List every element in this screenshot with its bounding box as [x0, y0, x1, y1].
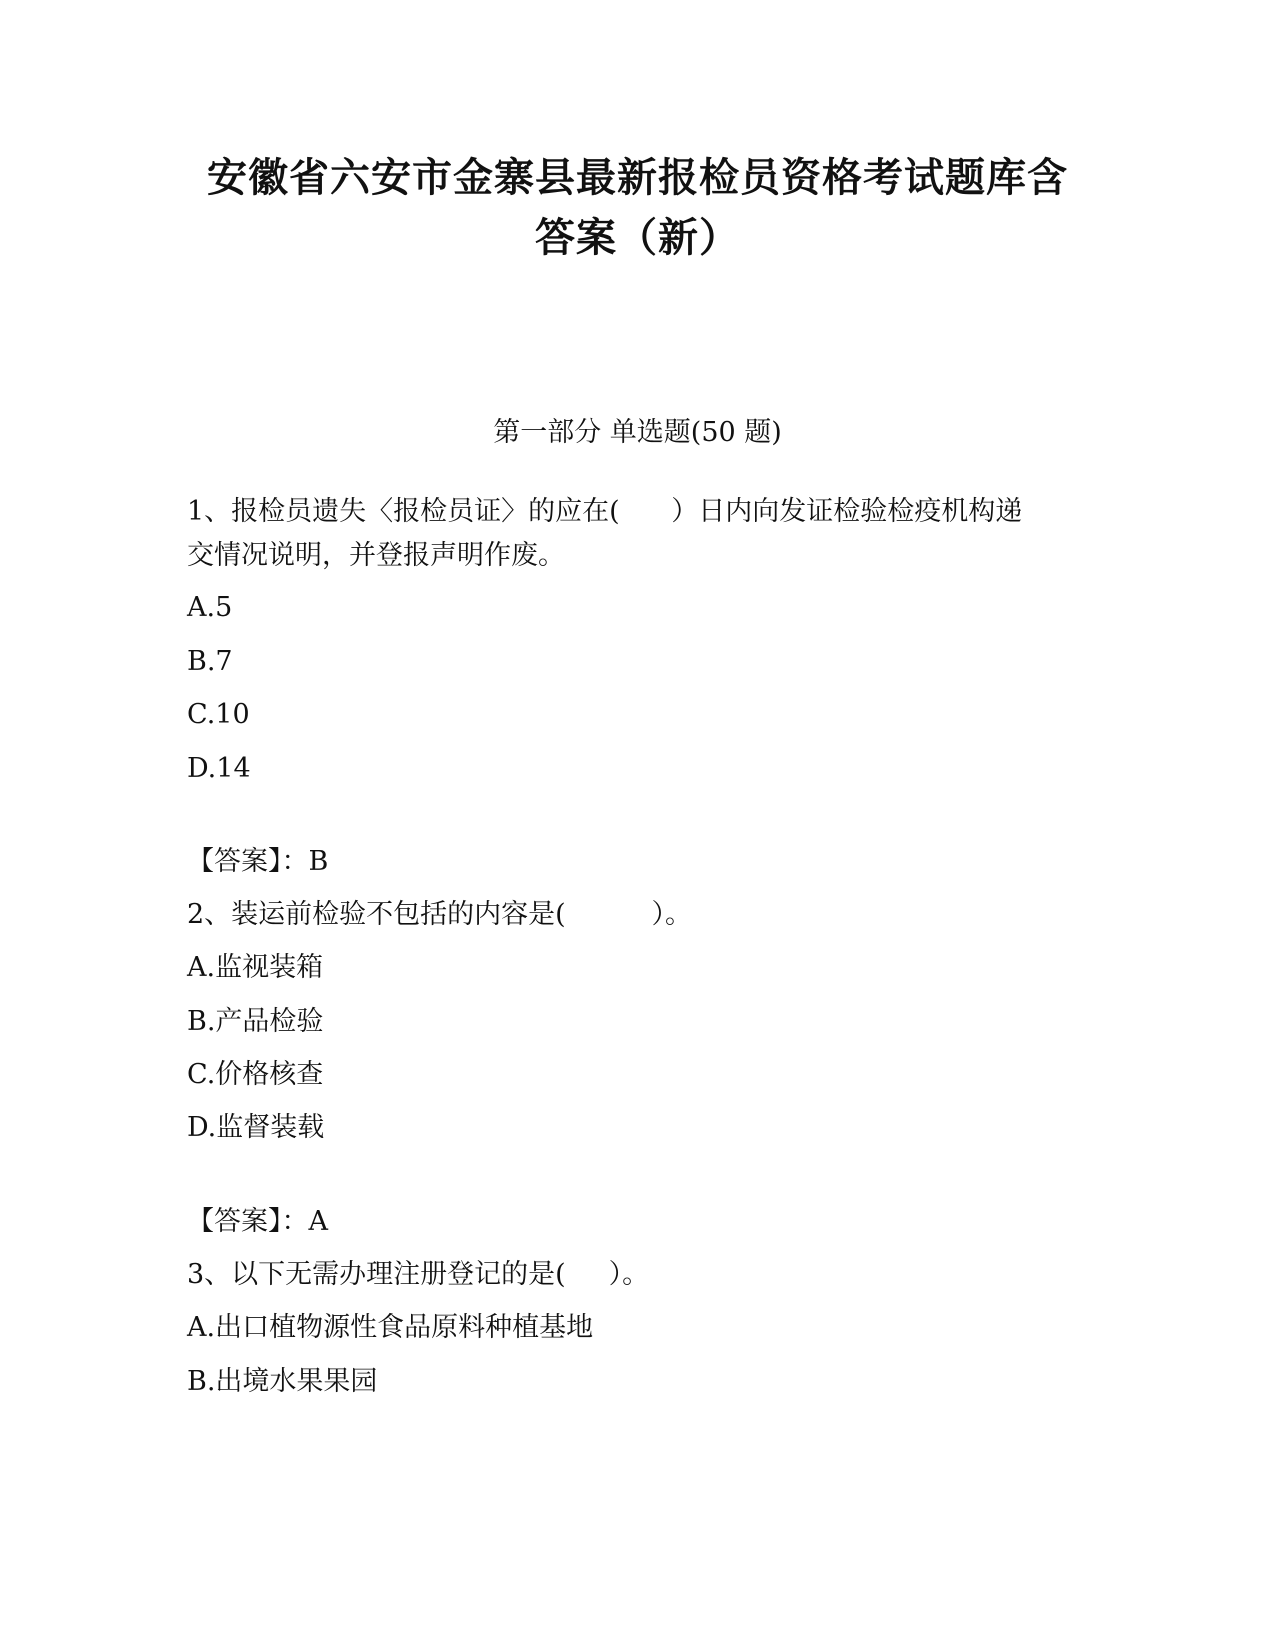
question-3-option-a: A.出口植物源性食品原料种植基地: [187, 1312, 594, 1343]
title-line-1: 安徽省六安市金寨县最新报检员资格考试题库含: [207, 155, 1068, 201]
question-1-option-d: D.14: [187, 753, 251, 784]
question-2-option-b: B.产品检验: [187, 1006, 324, 1037]
question-2-option-d: D.监督装载: [187, 1112, 325, 1143]
section-heading: 第一部分 单选题(50 题): [493, 417, 782, 448]
question-1-stem-line-2: 交情况说明，并登报声明作废。: [187, 540, 565, 571]
question-1-answer: 【答案】：B: [187, 846, 329, 877]
question-3-stem: 3、以下无需办理注册登记的是( ）。: [187, 1259, 650, 1290]
question-1-option-c: C.10: [187, 699, 250, 730]
document-title: [150, 148, 1125, 268]
question-2-answer: 【答案】：A: [187, 1206, 328, 1237]
title-line-2: 答案（新）: [535, 215, 740, 261]
question-2-option-a: A.监视装箱: [187, 952, 324, 983]
question-2-option-c: C.价格核查: [187, 1059, 324, 1090]
question-3-option-b: B.出境水果果园: [187, 1366, 378, 1397]
question-1-stem-line-1: 1、报检员遗失〈报检员证〉的应在( ）日内向发证检验检疫机构递: [187, 496, 1023, 527]
question-1-option-a: A.5: [187, 592, 233, 623]
question-2-stem: 2、装运前检验不包括的内容是( ）。: [187, 899, 693, 930]
question-1-option-b: B.7: [187, 646, 233, 677]
